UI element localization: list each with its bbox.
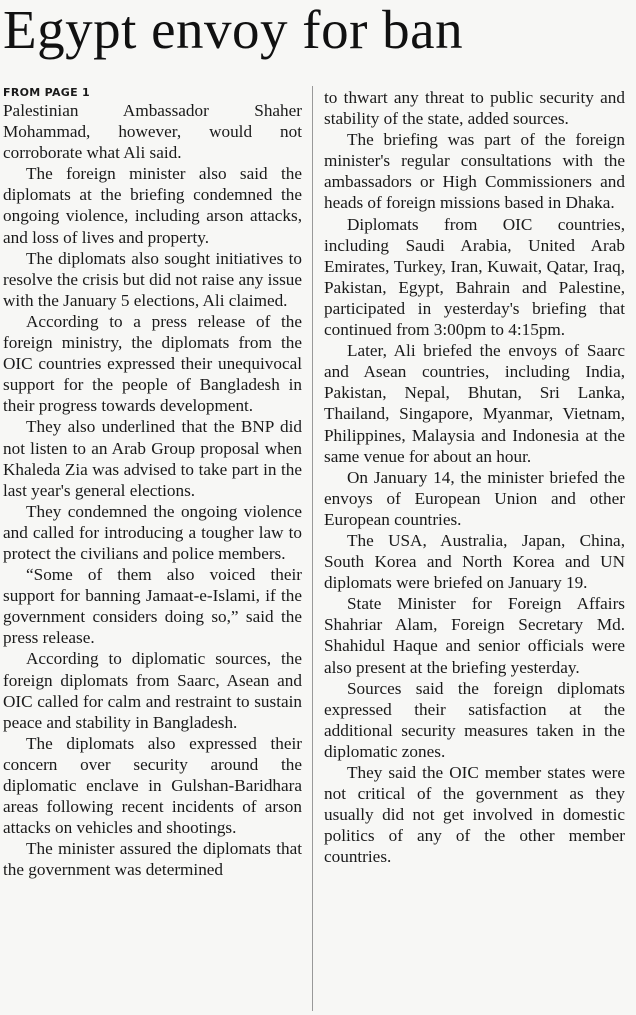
paragraph: On January 14, the minister briefed the envoys of European Union and other European countries. (324, 467, 625, 529)
paragraph: The USA, Australia, Japan, China, South Korea and North Korea and UN diplomats were briefed on January 19. (324, 530, 625, 593)
headline: Egypt envoy for ban (3, 0, 464, 60)
left-column (3, 86, 302, 880)
paragraph: State Minister for Foreign Affairs Shahriar Alam, Foreign Secretary Md. Shahidul Haque and senior officials were also present at the briefing yesterday. (324, 594, 625, 677)
paragraph: Sources said the foreign diplomats expressed their satisfaction at the additional security measures taken in the diplomatic zones. (324, 678, 625, 761)
paragraph: “Some of them also voiced their support for banning Jamaat-e-Islami, if the government considers doing so,” said the press release. (3, 565, 302, 648)
paragraph: Diplomats from OIC countries, including Saudi Arabia, United Arab Emirates, Turkey, Iran, Kuwait, Qatar, Iraq, Pakistan, Egypt, Bahrain and Palestine, participated in yesterday's briefing that continued from 3:00pm to 4:15pm. (324, 214, 625, 340)
paragraph: The minister assured the diplomats that the government was determined (3, 839, 302, 880)
paragraph: The briefing was part of the foreign minister's regular consultations with the ambassadors or High Commissioners and heads of foreign missions based in Dhaka. (324, 130, 625, 213)
paragraph: The diplomats also expressed their concern over security around the diplomatic enclave in Gulshan-Baridhara areas following recent incidents of arson attacks on vehicles and shootings. (3, 733, 302, 838)
right-column (324, 87, 625, 867)
paragraph: They also underlined that the BNP did not listen to an Arab Group proposal when Khaleda Zia was advised to take part in the last year's general elections. (3, 417, 302, 500)
paragraph: The diplomats also sought initiatives to resolve the crisis but did not raise any issue with the January 5 elections, Ali claimed. (3, 248, 302, 310)
paragraph: They condemned the ongoing violence and called for introducing a tougher law to protect the civilians and police members. (3, 501, 302, 563)
paragraph: Later, Ali briefed the envoys of Saarc and Asean countries, including India, Pakistan, Nepal, Bhutan, Sri Lanka, Thailand, Singapore, Myanmar, Vietnam, Philippines, Malaysia and Indonesia at the same venue for about an hour. (324, 341, 625, 466)
column-divider (312, 86, 313, 1011)
paragraph: Palestinian Ambassador Shaher Mohammad, however, would not corroborate what Ali said. (3, 101, 302, 163)
continued-from-label: FROM PAGE 1 (3, 86, 91, 99)
paragraph: According to a press release of the foreign ministry, the diplomats from the OIC countries expressed their unequivocal support for the people of Bangladesh in their progress towards development. (3, 311, 302, 416)
paragraph: to thwart any threat to public security and stability of the state, added sources. (324, 88, 625, 129)
paragraph: They said the OIC member states were not critical of the government as they usually did not get involved in domestic politics of any of the other member countries. (324, 763, 625, 867)
paragraph: According to diplomatic sources, the foreign diplomats from Saarc, Asean and OIC called for calm and restraint to sustain peace and stability in Bangladesh. (3, 649, 302, 732)
paragraph: The foreign minister also said the diplomats at the briefing condemned the ongoing violence, including arson attacks, and loss of lives and property. (3, 164, 302, 247)
